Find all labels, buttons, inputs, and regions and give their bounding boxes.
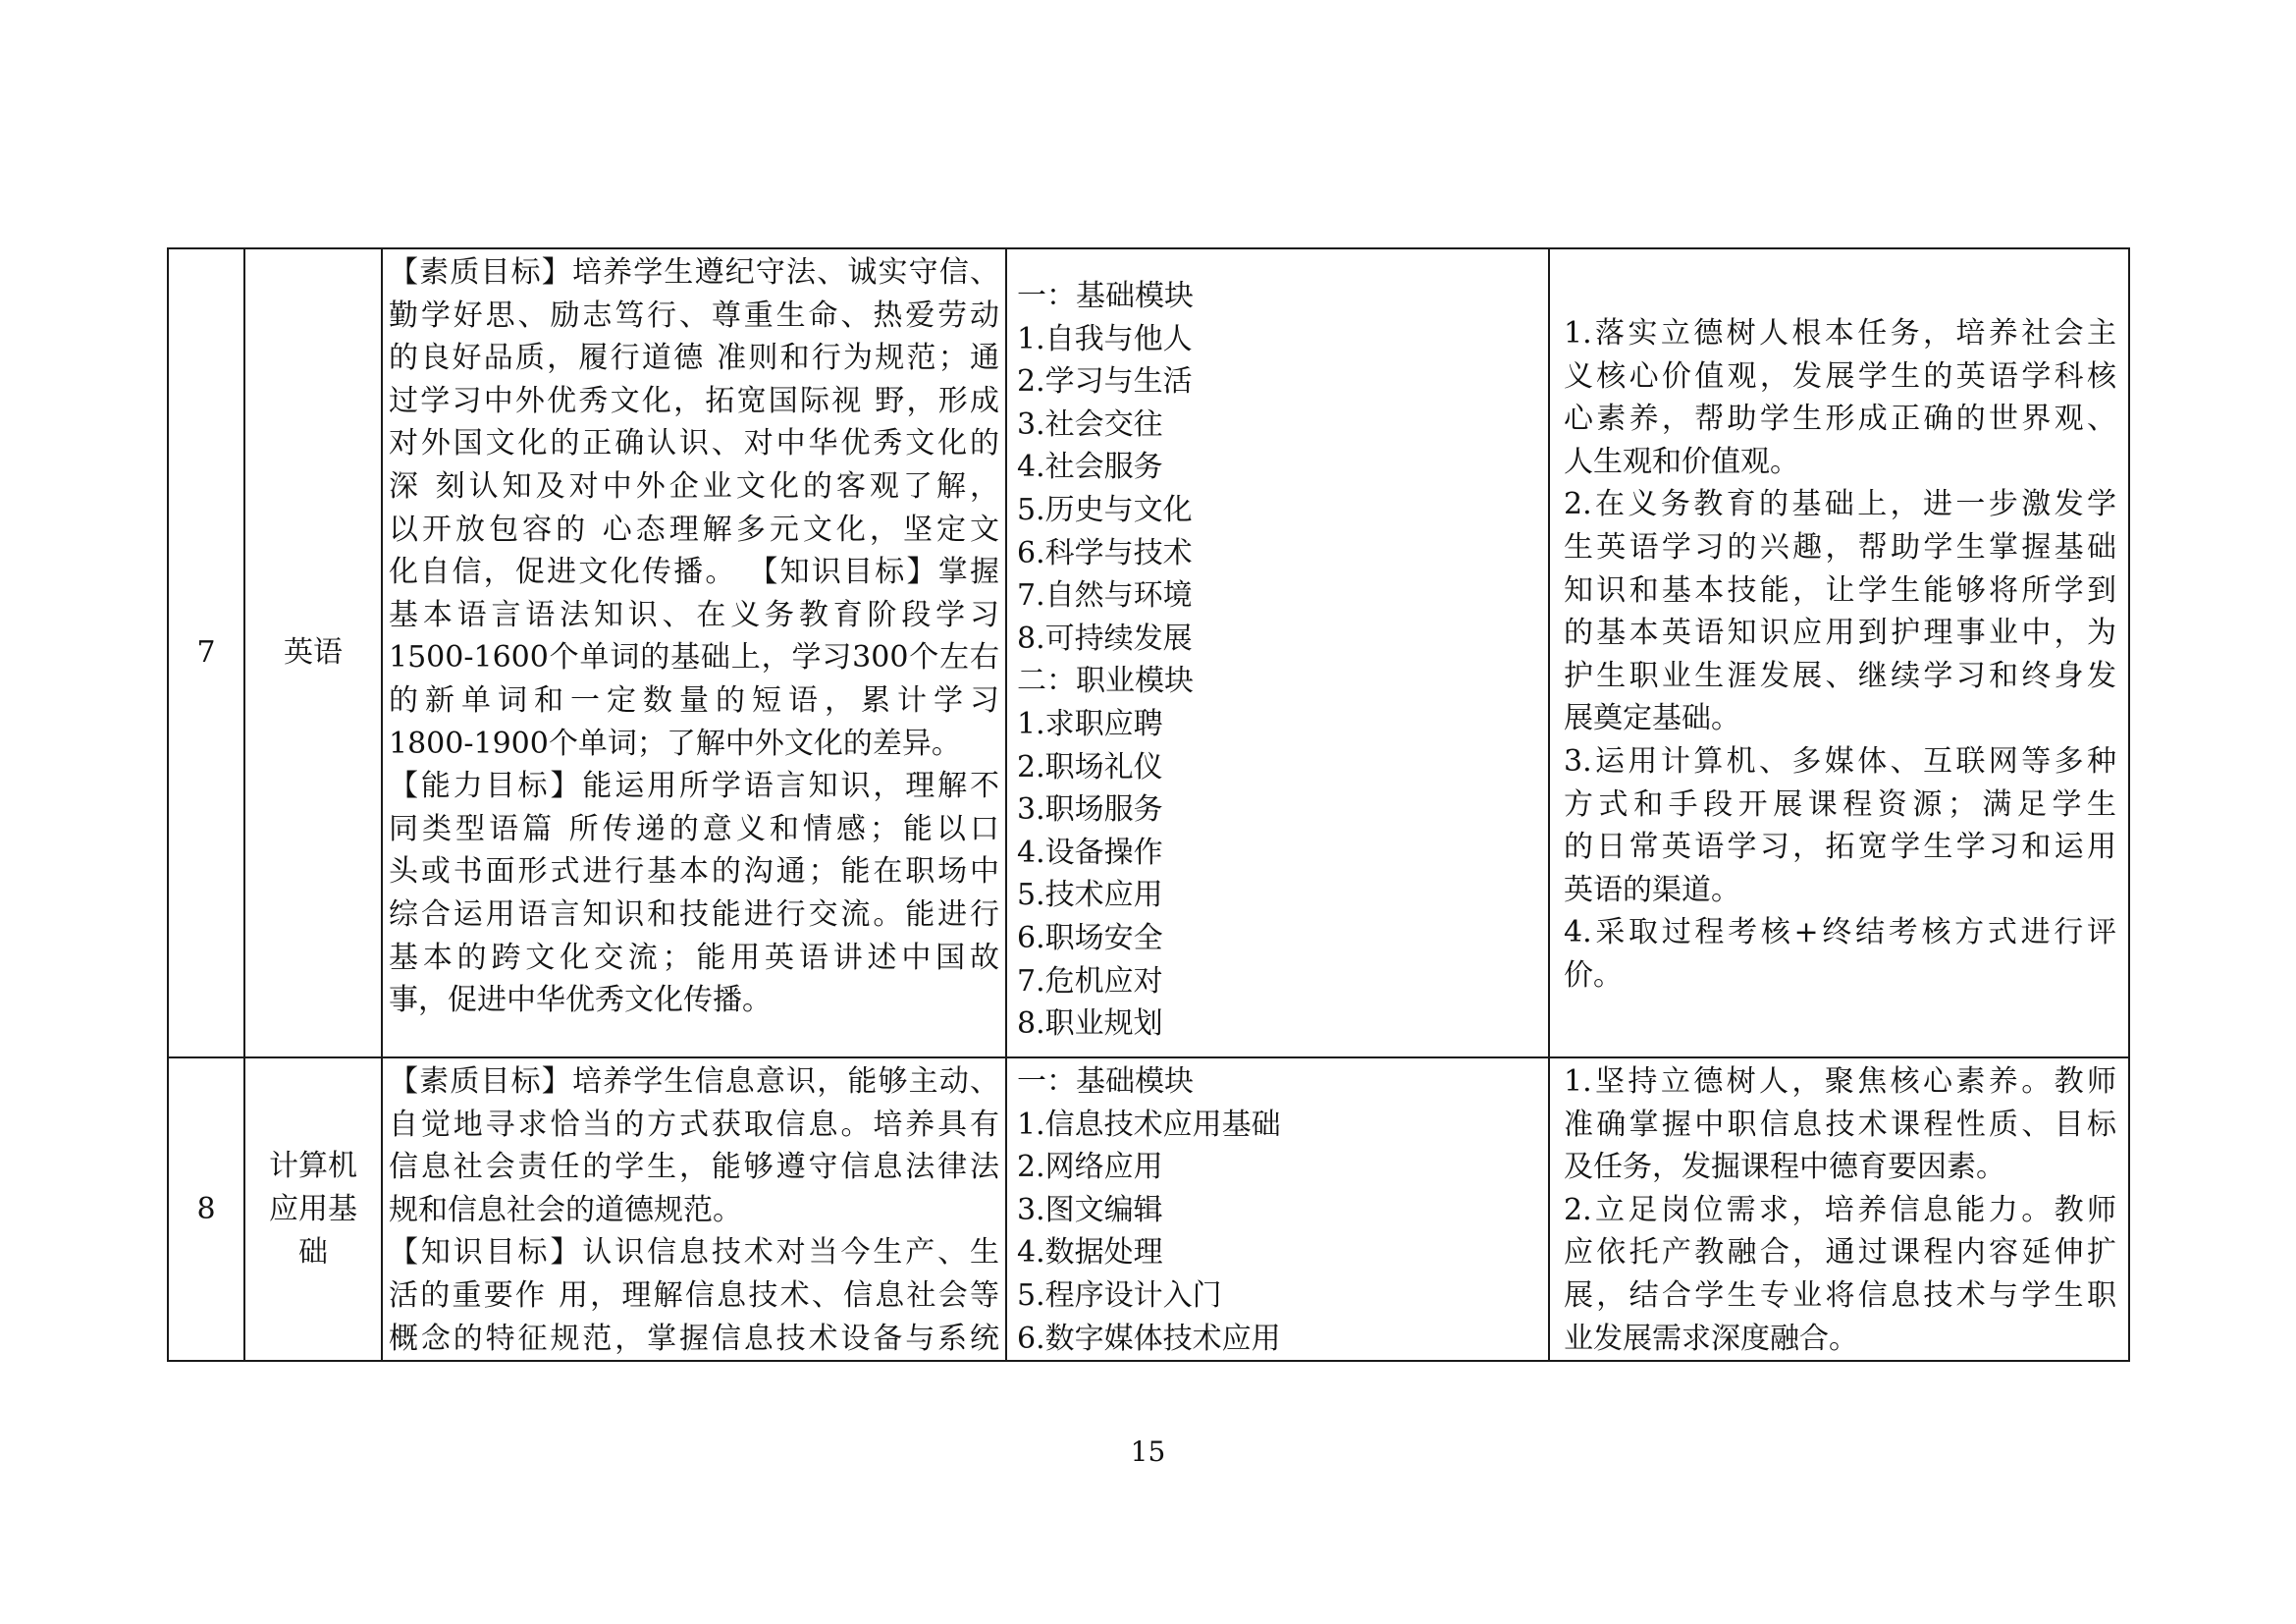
goals-line: 【素质目标】培养学生信息意识，能够主动、 <box>389 1064 999 1099</box>
row-number-cell <box>168 1057 244 1361</box>
course-name-line: 英语 <box>284 635 343 670</box>
module-line: 2.学习与生活 <box>1017 364 1193 400</box>
teaching-requirements-cell <box>1549 1057 2129 1361</box>
goals-line: 对外国文化的正确认识、对中华优秀文化的 <box>389 426 999 461</box>
teaching-requirements-text <box>1550 1058 2128 1360</box>
goals-line: 规和信息社会的道德规范。 <box>389 1192 742 1227</box>
goals-line: 勤学好思、励志笃行、尊重生命、热爱劳动 <box>389 298 999 333</box>
requirement-line: 3.运用计算机、多媒体、互联网等多种 <box>1564 743 2116 779</box>
course-goals-cell <box>382 248 1006 1057</box>
module-line: 1.信息技术应用基础 <box>1017 1107 1281 1142</box>
module-line: 8.职业规划 <box>1017 1006 1163 1042</box>
requirement-line: 展，结合学生专业将信息技术与学生职 <box>1564 1277 2116 1313</box>
requirement-line: 方式和手段开展课程资源；满足学生 <box>1564 786 2116 822</box>
teaching-requirements-text <box>1550 249 2128 998</box>
module-line: 3.社会交往 <box>1017 406 1163 442</box>
goals-line: 概念的特征规范，掌握信息技术设备与系统 <box>389 1321 999 1356</box>
course-name-cell <box>244 248 382 1057</box>
module-line: 1.求职应聘 <box>1017 706 1163 741</box>
row-number-cell <box>168 248 244 1057</box>
requirement-line: 心素养，帮助学生形成正确的世界观、 <box>1564 402 2116 437</box>
goals-line: 信息社会责任的学生，能够遵守信息法律法 <box>389 1150 999 1185</box>
course-goals-text <box>383 1058 1005 1360</box>
module-line: 3.职场服务 <box>1017 792 1163 828</box>
module-line: 一：基础模块 <box>1017 279 1194 313</box>
module-line: 7.自然与环境 <box>1017 578 1193 614</box>
course-name-line: 础 <box>298 1234 328 1270</box>
goals-line: 【知识目标】认识信息技术对当今生产、生 <box>389 1235 999 1271</box>
module-line: 7.危机应对 <box>1017 963 1163 999</box>
requirement-line: 英语的渠道。 <box>1564 872 1740 907</box>
requirement-line: 准确掌握中职信息技术课程性质、目标 <box>1564 1107 2116 1142</box>
module-line: 4.数据处理 <box>1017 1235 1163 1271</box>
module-line: 8.可持续发展 <box>1017 621 1193 656</box>
course-modules-list <box>1007 1058 1548 1360</box>
module-line: 1.自我与他人 <box>1017 321 1193 356</box>
module-line: 3.图文编辑 <box>1017 1192 1163 1227</box>
goals-line: 基本的跨文化交流；能用英语讲述中国故 <box>389 940 999 975</box>
requirement-line: 知识和基本技能，让学生能够将所学到 <box>1564 572 2116 608</box>
course-modules-cell <box>1006 1057 1549 1361</box>
requirement-line: 应依托产教融合，通过课程内容延伸扩 <box>1564 1235 2116 1271</box>
module-line: 5.历史与文化 <box>1017 492 1193 527</box>
course-name <box>245 631 381 675</box>
goals-line: 【素质目标】培养学生遵纪守法、诚实守信、 <box>389 255 999 290</box>
course-name-line: 计算机 <box>269 1148 357 1183</box>
course-goals-cell <box>382 1057 1006 1361</box>
table-row <box>168 1057 2129 1361</box>
goals-line: 同类型语篇 所传递的意义和情感；能以口 <box>389 811 999 846</box>
requirement-line: 的日常英语学习，拓宽学生学习和运用 <box>1564 830 2116 865</box>
module-line: 5.程序设计入门 <box>1017 1277 1222 1313</box>
requirement-line: 1.坚持立德树人，聚焦核心素养。教师 <box>1564 1064 2116 1099</box>
course-name <box>245 1145 381 1274</box>
module-line: 4.社会服务 <box>1017 450 1163 485</box>
goals-line: 以开放包容的 心态理解多元文化，坚定文 <box>389 512 999 547</box>
goals-line: 基本语言语法知识、在义务教育阶段学习 <box>389 597 999 632</box>
course-name-line: 应用基 <box>269 1191 357 1226</box>
row-number: 7 <box>196 635 216 670</box>
requirement-line: 4.采取过程考核+终结考核方式进行评 <box>1564 915 2116 950</box>
goals-line: 1800-1900个单词；了解中外文化的差异。 <box>389 726 961 761</box>
module-line: 一：基础模块 <box>1017 1064 1194 1099</box>
requirement-line: 2.在义务教育的基础上，进一步激发学 <box>1564 487 2116 522</box>
course-modules-list <box>1007 249 1548 1046</box>
course-modules-cell <box>1006 248 1549 1057</box>
requirement-line: 2.立足岗位需求，培养信息能力。教师 <box>1564 1192 2116 1227</box>
teaching-requirements-cell <box>1549 248 2129 1057</box>
requirement-line: 人生观和价值观。 <box>1564 444 1799 479</box>
goals-line: 的良好品质，履行道德 准则和行为规范；通 <box>389 341 999 376</box>
requirement-line: 生英语学习的兴趣，帮助学生掌握基础 <box>1564 529 2116 565</box>
goals-line: 深 刻认知及对中外企业文化的客观了解， <box>389 468 999 504</box>
module-line: 6.科学与技术 <box>1017 535 1193 570</box>
module-line: 6.数字媒体技术应用 <box>1017 1321 1281 1356</box>
row-number: 8 <box>196 1191 216 1226</box>
requirement-line: 1.落实立德树人根本任务，培养社会主 <box>1564 316 2116 351</box>
curriculum-table <box>167 247 2130 1362</box>
requirement-line: 展奠定基础。 <box>1564 701 1740 736</box>
goals-line: 【能力目标】能运用所学语言知识，理解不 <box>389 769 999 804</box>
requirement-line: 价。 <box>1564 957 1623 993</box>
requirement-line: 业发展需求深度融合。 <box>1564 1321 1858 1356</box>
goals-line: 过学习中外优秀文化，拓宽国际视 野，形成 <box>389 383 999 418</box>
module-line: 二：职业模块 <box>1017 664 1194 699</box>
module-line: 2.网络应用 <box>1017 1150 1163 1185</box>
goals-line: 的新单词和一定数量的短语，累计学习 <box>389 682 999 718</box>
course-name-cell <box>244 1057 382 1361</box>
goals-line: 事，促进中华优秀文化传播。 <box>389 983 772 1018</box>
requirement-line: 护生职业生涯发展、继续学习和终身发 <box>1564 658 2116 693</box>
module-line: 6.职场安全 <box>1017 920 1163 955</box>
goals-line: 活的重要作 用，理解信息技术、信息社会等 <box>389 1277 999 1313</box>
page-number: 15 <box>1130 1435 1166 1468</box>
module-line: 5.技术应用 <box>1017 878 1163 913</box>
goals-line: 自觉地寻求恰当的方式获取信息。培养具有 <box>389 1107 999 1142</box>
module-line: 4.设备操作 <box>1017 835 1163 870</box>
requirement-line: 的基本英语知识应用到护理事业中，为 <box>1564 616 2116 651</box>
goals-line: 1500-1600个单词的基础上，学习300个左右 <box>389 640 999 676</box>
goals-line: 头或书面形式进行基本的沟通；能在职场中 <box>389 854 999 890</box>
requirement-line: 及任务，发掘课程中德育要因素。 <box>1564 1150 2005 1185</box>
course-goals-text <box>383 249 1005 1022</box>
module-line: 2.职场礼仪 <box>1017 749 1163 785</box>
goals-line: 化自信，促进文化传播。 【知识目标】掌握 <box>389 555 999 590</box>
requirement-line: 义核心价值观，发展学生的英语学科核 <box>1564 358 2116 394</box>
goals-line: 综合运用语言知识和技能进行交流。能进行 <box>389 896 999 932</box>
table-row <box>168 248 2129 1057</box>
